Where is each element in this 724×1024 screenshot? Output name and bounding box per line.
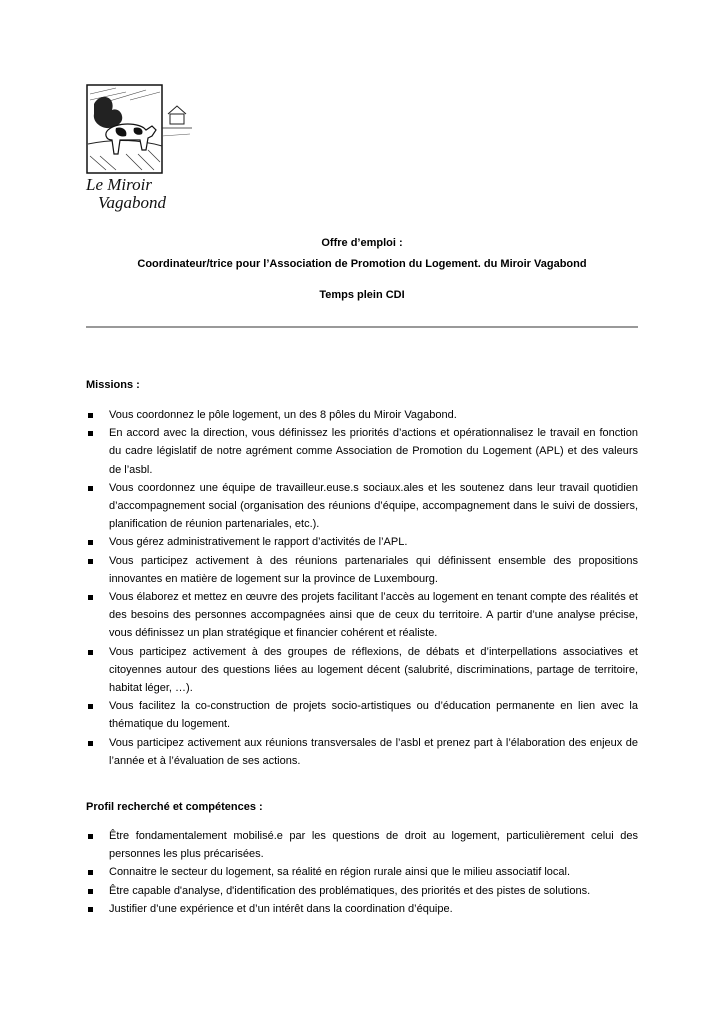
list-item: Justifier d’une expérience et d’un intérêt dans la coordination d’équipe.: [86, 900, 638, 918]
list-item: Vous participez activement à des groupes de réflexions, de débats et d’interpellations associatives et citoyennes autour des questions liées au logement décent (salubrité, discriminations, partage de territoire, habitat léger, …).: [86, 643, 638, 698]
bullet-icon: [88, 741, 93, 746]
logo-text-line2: Vagabond: [98, 193, 166, 212]
bullet-icon: [88, 889, 93, 894]
offer-subtitle: Coordinateur/trice pour l’Association de Promotion du Logement. du Miroir Vagabond: [137, 258, 587, 270]
bullet-icon: [88, 870, 93, 875]
logo-illustration: [86, 84, 194, 176]
list-item: Vous élaborez et mettez en œuvre des projets facilitant l’accès au logement en tenant compte des réalités et des besoins des personnes accompagnées ainsi que de ceux du territoire. A partir d’une analyse précise, vous définissez un plan stratégique et financier cohérent et réaliste.: [86, 588, 638, 643]
list-item: Vous participez activement à des réunions partenariales qui définissent ensemble des propositions innovantes en matière de logement sur la province de Luxembourg.: [86, 552, 638, 588]
profile-heading: Profil recherché et compétences :: [86, 801, 263, 813]
horizontal-divider: [86, 326, 638, 328]
list-item: Vous facilitez la co-construction de projets socio-artistiques ou d’éducation permanente en lien avec la thématique du logement.: [86, 697, 638, 733]
bullet-icon: [88, 559, 93, 564]
list-item: En accord avec la direction, vous définissez les priorités d’actions et opérationnalisez le travail en fonction du cadre législatif de notre agrément comme Association de Promotion du Logement (APL) et des valeurs de l’asbl.: [86, 424, 638, 479]
offer-title: Offre d’emploi :: [321, 237, 403, 249]
bullet-icon: [88, 486, 93, 491]
bullet-icon: [88, 413, 93, 418]
list-item: Connaitre le secteur du logement, sa réalité en région rurale ainsi que le milieu associatif local.: [86, 863, 638, 881]
missions-list: [86, 406, 638, 770]
contract-type: Temps plein CDI: [319, 289, 405, 301]
bullet-icon: [88, 431, 93, 436]
bullet-icon: [88, 907, 93, 912]
bullet-icon: [88, 650, 93, 655]
profile-list: [86, 827, 638, 918]
list-item: Vous gérez administrativement le rapport d’activités de l’APL.: [86, 533, 638, 551]
list-item: Être fondamentalement mobilisé.e par les questions de droit au logement, particulièrement celui des personnes les plus précarisées.: [86, 827, 638, 863]
missions-heading: Missions :: [86, 379, 140, 391]
bullet-icon: [88, 834, 93, 839]
list-item: Vous coordonnez une équipe de travailleur.euse.s sociaux.ales et les soutenez dans leur travail quotidien d’accompagnement social (organisation des réunions d’équipe, accompagnement dans le suivi de dossiers, planification de réunion partenariales, etc.).: [86, 479, 638, 534]
bullet-icon: [88, 595, 93, 600]
list-item: Vous coordonnez le pôle logement, un des 8 pôles du Miroir Vagabond.: [86, 406, 638, 424]
list-item: Être capable d'analyse, d'identification des problématiques, des priorités et des pistes de solutions.: [86, 882, 638, 900]
list-item: Vous participez activement aux réunions transversales de l’asbl et prenez part à l’élaboration des enjeux de l’année et à l’évaluation de ses actions.: [86, 734, 638, 770]
bullet-icon: [88, 704, 93, 709]
logo-text-line1: Le Miroir: [86, 175, 152, 194]
bullet-icon: [88, 540, 93, 545]
organization-logo: [86, 84, 194, 216]
